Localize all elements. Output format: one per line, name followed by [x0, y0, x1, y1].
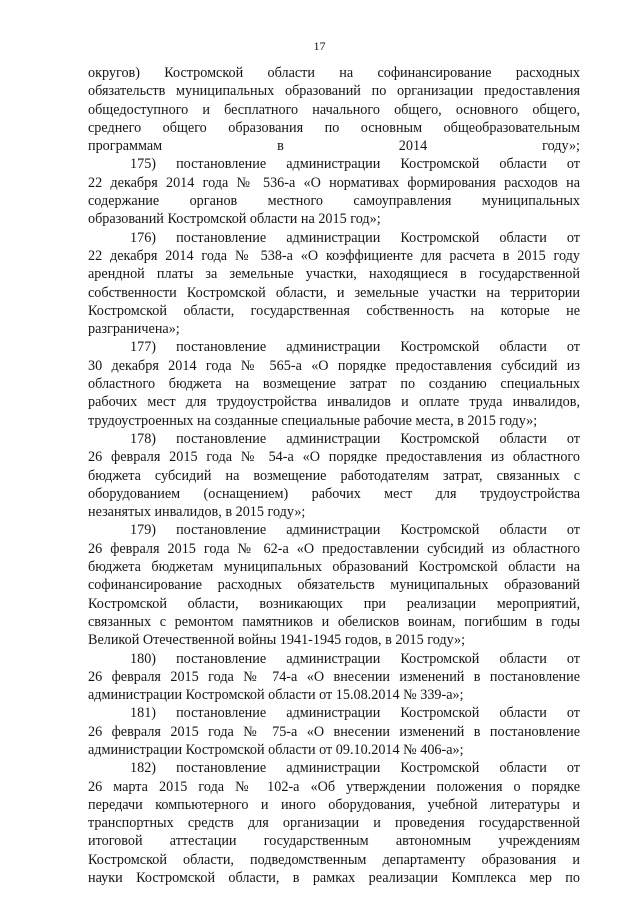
paragraph-line: 26 февраля 2015 года № 74-а «О внесении изменений в постановление [88, 668, 580, 685]
paragraph-line: программам в 2014 году»; [88, 138, 580, 155]
paragraph-line: оборудованием (оснащением) рабочих мест для трудоустройства [88, 485, 580, 502]
paragraph-line: собственности Костромской области, и земельные участки на территории [88, 284, 580, 301]
paragraph-line: рабочих мест для трудоустройства инвалидов и оплате труда инвалидов, [88, 394, 580, 411]
paragraph-line: 22 декабря 2014 года № 536-а «О нормативах формирования расходов на [88, 174, 580, 191]
paragraph-line: бюджета бюджетам муниципальных образований Костромской области на [88, 559, 580, 576]
paragraph-line: трудоустроенных на созданные специальные рабочие места, в 2015 году»; [88, 412, 538, 429]
paragraph-line: 26 февраля 2015 года № 54-а «О порядке предоставления из областного [88, 449, 580, 466]
document-paragraph [88, 704, 580, 759]
document-paragraph [88, 650, 580, 705]
paragraph-line: 179) постановление администрации Костромской области от [130, 522, 580, 539]
paragraph-line: 30 декабря 2014 года № 565-а «О порядке предоставления субсидий из [88, 357, 580, 374]
paragraph-line: науки Костромской области, в рамках реализации Комплекса мер по [88, 870, 580, 887]
paragraph-line: 26 февраля 2015 года № 75-а «О внесении изменений в постановление [88, 723, 580, 740]
paragraph-line: округов) Костромской области на софинансирование расходных [88, 65, 580, 81]
paragraph-line: Костромской области, подведомственным департаменту образования и [88, 851, 580, 868]
paragraph-line: 26 марта 2015 года № 102-а «Об утверждении положения о порядке [88, 778, 580, 795]
paragraph-line: областного бюджета на возмещение затрат по созданию специальных [88, 376, 580, 393]
paragraph-line: бюджета субсидий на возмещение работодателям затрат, связанных с [88, 467, 580, 484]
paragraph-line: 177) постановление администрации Костромской области от [130, 339, 580, 356]
paragraph-line: 182) постановление администрации Костромской области от [130, 760, 580, 777]
paragraph-line: 178) постановление администрации Костромской области от [130, 430, 580, 447]
paragraph-line: транспортных средств для организации и проведения государственной [88, 815, 580, 832]
paragraph-line: передачи компьютерного и иного оборудования, учебной литературы и [88, 796, 580, 813]
paragraph-line: образований Костромской области на 2015 год»; [88, 211, 381, 228]
paragraph-line: софинансирование расходных обязательств муниципальных образований [88, 577, 580, 594]
paragraph-line: итоговой аттестации государственным автономным учреждениям [88, 833, 580, 850]
document-paragraph [88, 759, 580, 887]
page-number: 17 [313, 39, 326, 53]
paragraph-line: 180) постановление администрации Костромской области от [130, 650, 580, 667]
paragraph-line: связанных с ремонтом памятников и обелисков воинам, погибшим в годы [88, 613, 580, 630]
paragraph-line: 22 декабря 2014 года № 538-а «О коэффициенте для расчета в 2015 году [88, 247, 580, 264]
document-paragraph [88, 229, 580, 339]
paragraph-line: содержание органов местного самоуправления муниципальных [88, 193, 580, 210]
paragraph-line: Великой Отечественной войны 1941-1945 годов, в 2015 году»; [88, 632, 466, 649]
document-paragraph [88, 430, 580, 521]
document-paragraph [88, 64, 580, 155]
document-body [88, 64, 580, 887]
document-paragraph [88, 521, 580, 649]
paragraph-line: среднего общего образования по основным общеобразовательным [88, 119, 580, 136]
paragraph-line: общедоступного и бесплатного начального общего, основного общего, [88, 101, 580, 118]
paragraph-line: Костромской области, возникающих при реализации мероприятий, [88, 595, 580, 612]
paragraph-line: 175) постановление администрации Костромской области от [130, 156, 580, 173]
paragraph-line: Костромской области, государственная собственность на которые не [88, 302, 580, 319]
paragraph-line: 176) постановление администрации Костромской области от [130, 229, 580, 246]
paragraph-line: незанятых инвалидов, в 2015 году»; [88, 504, 306, 521]
document-paragraph [88, 338, 580, 429]
document-paragraph [88, 155, 580, 228]
paragraph-line: 181) постановление администрации Костромской области от [130, 705, 580, 722]
paragraph-line: арендной платы за земельные участки, находящиеся в государственной [88, 266, 580, 283]
paragraph-line: разграничена»; [88, 321, 180, 338]
paragraph-line: обязательств муниципальных образований по организации предоставления [88, 83, 580, 100]
paragraph-line: администрации Костромской области от 09.10.2014 № 406-а»; [88, 741, 464, 758]
paragraph-line: администрации Костромской области от 15.08.2014 № 339-а»; [88, 687, 464, 704]
paragraph-line: 26 февраля 2015 года № 62-а «О предоставлении субсидий из областного [88, 540, 580, 557]
